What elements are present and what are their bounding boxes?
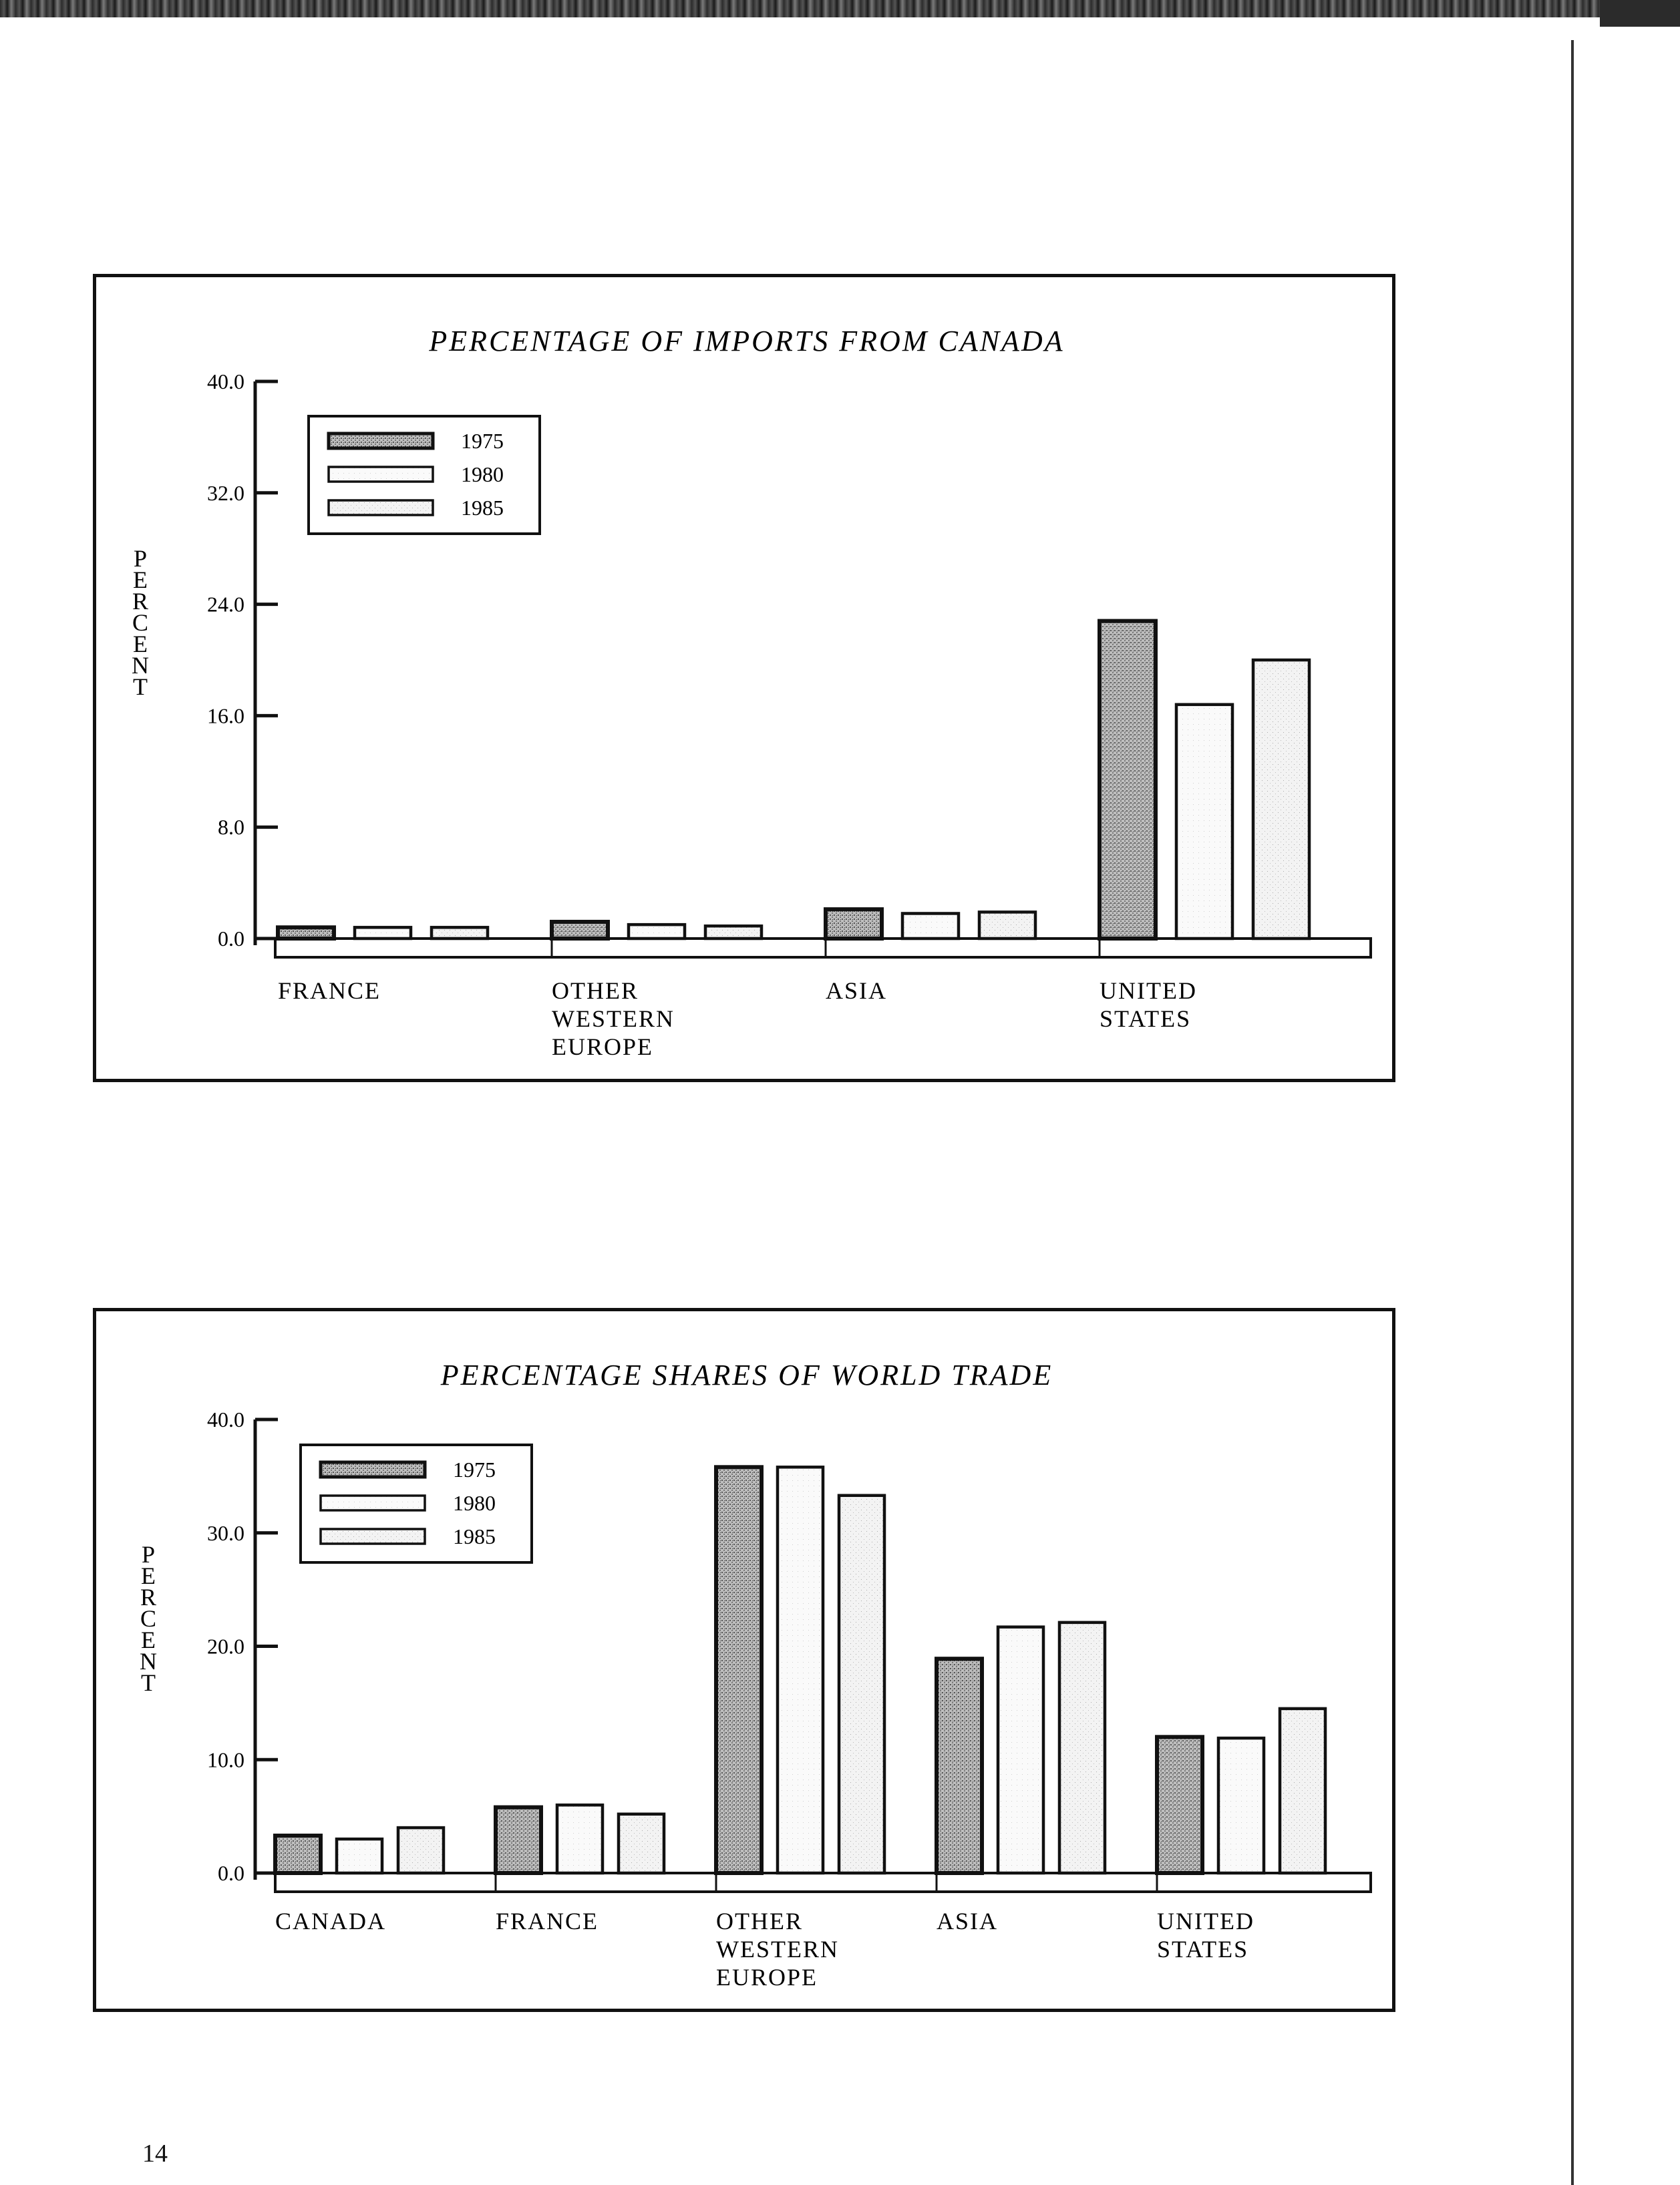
- legend-label: 1980: [453, 1491, 496, 1515]
- bar-france-1985: [619, 1814, 664, 1873]
- y-axis-label-letter: T: [141, 1669, 156, 1696]
- bar-asia-1985: [979, 912, 1035, 939]
- legend: [309, 416, 540, 534]
- category-group-united-states: [1100, 621, 1309, 1032]
- scan-edge-corner: [1600, 0, 1680, 27]
- y-tick-label: 16.0: [207, 703, 244, 728]
- category-label-line: OTHER: [716, 1908, 803, 1935]
- category-label-line: CANADA: [275, 1908, 387, 1935]
- category-group-other-western-europe: [716, 1467, 884, 1991]
- bar-other-western-europe-1975: [716, 1467, 762, 1873]
- category-label-line: UNITED: [1157, 1908, 1254, 1935]
- bar-united-states-1975: [1157, 1737, 1202, 1873]
- legend-swatch-1975: [321, 1462, 425, 1477]
- legend-label: 1975: [461, 429, 504, 453]
- bar-france-1980: [355, 927, 411, 939]
- y-axis-label: [132, 545, 149, 700]
- y-tick-label: 20.0: [207, 1634, 244, 1659]
- bar-france-1980: [557, 1805, 603, 1873]
- y-axis-label-letter: R: [140, 1584, 157, 1611]
- bar-united-states-1985: [1253, 660, 1309, 939]
- legend-label: 1985: [453, 1524, 496, 1548]
- bar-united-states-1980: [1218, 1738, 1264, 1873]
- y-axis-label-letter: N: [140, 1648, 157, 1675]
- bar-france-1975: [496, 1808, 541, 1873]
- y-axis-label-letter: E: [133, 631, 148, 657]
- y-axis-label-letter: E: [141, 1627, 156, 1653]
- y-axis-label: [140, 1541, 157, 1696]
- legend-label: 1980: [461, 462, 504, 486]
- bar-france-1985: [432, 927, 488, 939]
- chart-title: PERCENTAGE SHARES OF WORLD TRADE: [440, 1359, 1053, 1391]
- y-tick-label: 8.0: [218, 815, 244, 840]
- legend-swatch-1975: [329, 434, 433, 448]
- y-axis-label-letter: C: [140, 1605, 157, 1632]
- y-axis-label-letter: P: [133, 545, 148, 572]
- category-label-line: FRANCE: [496, 1908, 599, 1935]
- legend-swatch-1985: [329, 500, 433, 515]
- y-axis-label-letter: E: [141, 1562, 156, 1589]
- category-label-line: WESTERN: [552, 1005, 675, 1032]
- bar-other-western-europe-1980: [778, 1467, 823, 1873]
- category-label-line: STATES: [1100, 1005, 1192, 1032]
- world-trade-chart-svg: [96, 1311, 1392, 2009]
- baseline-strip: [275, 939, 1371, 957]
- legend-label: 1975: [453, 1458, 496, 1482]
- y-tick-label: 24.0: [207, 592, 244, 617]
- y-axis-label-letter: P: [141, 1541, 156, 1568]
- bar-other-western-europe-1980: [629, 925, 685, 939]
- chart-title: PERCENTAGE OF IMPORTS FROM CANADA: [429, 325, 1065, 357]
- world-trade-shares-chart: [93, 1308, 1395, 2012]
- y-tick-label: 32.0: [207, 480, 244, 505]
- category-group-france: [278, 927, 488, 1004]
- imports-chart-svg: [96, 277, 1392, 1079]
- legend-swatch-1985: [321, 1529, 425, 1544]
- category-label-line: WESTERN: [716, 1936, 839, 1963]
- bar-asia-1980: [998, 1627, 1043, 1873]
- category-label-line: EUROPE: [552, 1033, 654, 1060]
- y-tick-label: 30.0: [207, 1520, 244, 1545]
- category-label: [278, 977, 381, 1004]
- bar-asia-1975: [937, 1659, 982, 1873]
- category-label-line: ASIA: [826, 977, 888, 1004]
- bar-other-western-europe-1985: [705, 926, 762, 939]
- baseline-strip: [275, 1873, 1371, 1892]
- category-label: [1157, 1908, 1254, 1963]
- category-label-line: OTHER: [552, 977, 639, 1004]
- y-axis-label-letter: T: [133, 673, 148, 700]
- category-label: [552, 977, 675, 1060]
- category-label-line: EUROPE: [716, 1964, 818, 1991]
- y-axis-label-letter: N: [132, 652, 149, 679]
- category-group-united-states: [1157, 1709, 1325, 1963]
- bar-united-states-1975: [1100, 621, 1156, 939]
- page-number: 14: [142, 2140, 168, 2168]
- y-tick-label: 40.0: [207, 1407, 244, 1432]
- bar-asia-1980: [902, 913, 959, 939]
- category-label: [1100, 977, 1197, 1032]
- bar-canada-1975: [275, 1836, 321, 1873]
- category-label-line: UNITED: [1100, 977, 1197, 1004]
- category-label: [716, 1908, 839, 1991]
- category-label-line: ASIA: [937, 1908, 999, 1935]
- y-tick-label: 0.0: [218, 1861, 244, 1885]
- bar-other-western-europe-1985: [839, 1496, 884, 1873]
- bar-united-states-1980: [1176, 705, 1232, 939]
- y-axis-label-letter: R: [132, 588, 149, 615]
- y-tick-label: 10.0: [207, 1747, 244, 1772]
- scan-edge-top: [0, 0, 1680, 17]
- category-group-france: [496, 1805, 664, 1935]
- category-label: [496, 1908, 599, 1935]
- imports-from-canada-chart: [93, 274, 1395, 1082]
- category-label: [826, 977, 887, 1004]
- category-label-line: FRANCE: [278, 977, 381, 1004]
- bar-asia-1985: [1059, 1623, 1105, 1873]
- bar-france-1975: [278, 927, 334, 939]
- legend-swatch-1980: [321, 1496, 425, 1510]
- page-binding-rule: [1571, 40, 1574, 2185]
- legend: [301, 1445, 532, 1562]
- bar-other-western-europe-1975: [552, 922, 608, 939]
- legend-label: 1985: [461, 496, 504, 520]
- bar-united-states-1985: [1280, 1709, 1325, 1873]
- category-label-line: STATES: [1157, 1936, 1249, 1963]
- category-label: [275, 1908, 386, 1935]
- bar-asia-1975: [826, 909, 882, 939]
- legend-swatch-1980: [329, 467, 433, 482]
- category-label: [937, 1908, 998, 1935]
- y-tick-label: 40.0: [207, 369, 244, 393]
- bar-canada-1980: [337, 1839, 382, 1873]
- y-axis-label-letter: C: [132, 609, 149, 636]
- y-axis-label-letter: E: [133, 566, 148, 593]
- bar-canada-1985: [398, 1828, 444, 1873]
- y-tick-label: 0.0: [218, 927, 244, 951]
